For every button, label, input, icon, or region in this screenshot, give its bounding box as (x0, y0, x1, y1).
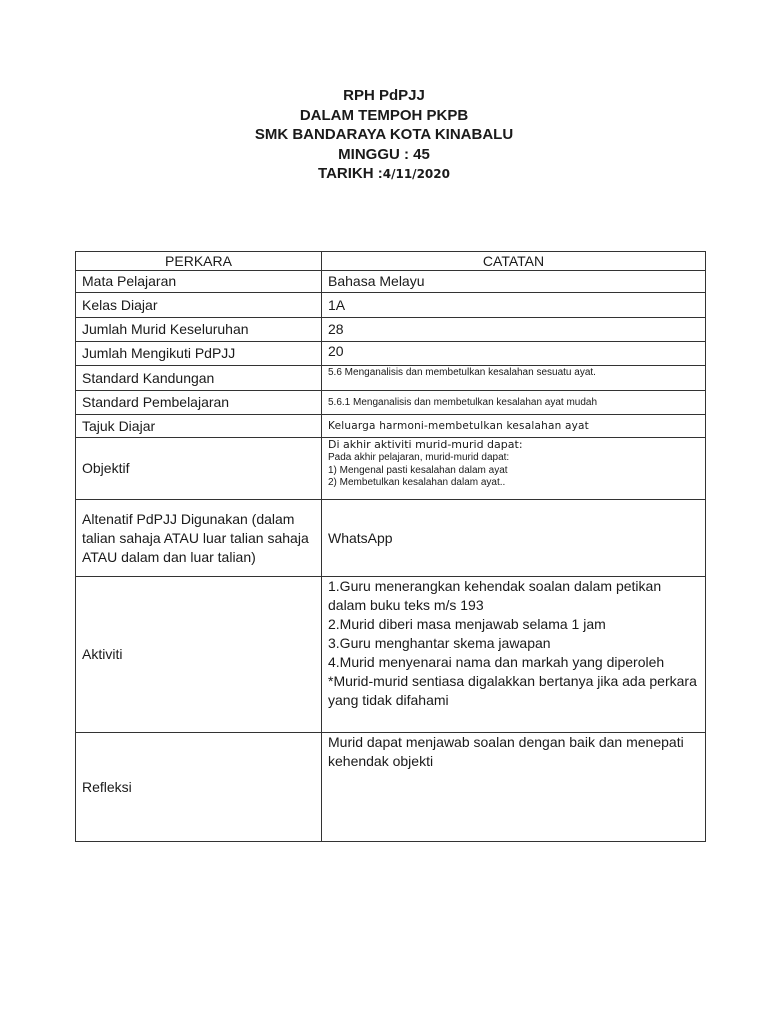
value-refleksi: Murid dapat menjawab soalan dengan baik dan menepati kehendak objekti (322, 733, 706, 842)
doc-subtitle: DALAM TEMPOH PKPB (299, 106, 469, 124)
row-jumlah-murid (76, 318, 706, 342)
aktiviti-line: 1.Guru menerangkan kehendak soalan dalam petikan dalam buku teks m/s 193 (328, 578, 662, 613)
label-mata-pelajaran: Mata Pelajaran (76, 271, 322, 293)
label-standard-kandungan: Standard Kandungan (76, 366, 322, 391)
header-catatan: CATATAN (322, 252, 706, 271)
header-perkara: PERKARA (76, 252, 322, 271)
aktiviti-line: 3.Guru menghantar skema jawapan (328, 635, 551, 651)
label-jumlah-murid: Jumlah Murid Keseluruhan (76, 318, 322, 342)
label-altenatif: Altenatif PdPJJ Digunakan (dalam talian sahaja ATAU luar talian sahaja ATAU dalam dan luar talian) (76, 500, 322, 577)
objektif-line: 2) Membetulkan kesalahan dalam ayat.. (328, 477, 506, 488)
value-objektif (322, 438, 706, 500)
lesson-plan-table (75, 251, 706, 842)
aktiviti-line: 2.Murid diberi masa menjawab selama 1 jam (328, 616, 606, 632)
row-objektif (76, 438, 706, 500)
document-header (0, 86, 768, 185)
date-line (0, 164, 768, 185)
value-standard-kandungan: 5.6 Menganalisis dan membetulkan kesalahan sesuatu ayat. (322, 366, 706, 391)
row-refleksi (76, 733, 706, 842)
label-refleksi: Refleksi (76, 733, 322, 842)
row-jumlah-mengikuti (76, 342, 706, 366)
label-jumlah-mengikuti: Jumlah Mengikuti PdPJJ (76, 342, 322, 366)
value-kelas-diajar: 1A (322, 293, 706, 318)
label-aktiviti: Aktiviti (76, 577, 322, 733)
value-mata-pelajaran: Bahasa Melayu (322, 271, 706, 293)
objektif-line: Di akhir aktiviti murid-murid dapat: (328, 438, 523, 451)
date-value: 4/11/2020 (382, 167, 450, 181)
row-kelas-diajar (76, 293, 706, 318)
week-label: MINGGU : 45 (338, 145, 430, 163)
label-objektif: Objektif (76, 438, 322, 500)
value-tajuk-diajar: Keluarga harmoni-membetulkan kesalahan ayat (322, 415, 706, 438)
row-standard-pembelajaran (76, 391, 706, 415)
row-mata-pelajaran (76, 271, 706, 293)
value-aktiviti (322, 577, 706, 733)
label-tajuk-diajar: Tajuk Diajar (76, 415, 322, 438)
row-aktiviti (76, 577, 706, 733)
value-jumlah-murid: 28 (322, 318, 706, 342)
label-standard-pembelajaran: Standard Pembelajaran (76, 391, 322, 415)
value-jumlah-mengikuti: 20 (322, 342, 706, 366)
objektif-line: 1) Mengenal pasti kesalahan dalam ayat (328, 464, 508, 476)
row-altenatif (76, 500, 706, 577)
date-label: TARIKH : (318, 165, 383, 182)
row-standard-kandungan (76, 366, 706, 391)
table-header-row (76, 252, 706, 271)
school-name: SMK BANDARAYA KOTA KINABALU (254, 126, 514, 143)
value-altenatif: WhatsApp (322, 500, 706, 577)
row-tajuk-diajar (76, 415, 706, 438)
doc-title: RPH PdPJJ (343, 87, 425, 104)
aktiviti-line: *Murid-murid sentiasa digalakkan bertanya jika ada perkara yang tidak difahami (328, 673, 697, 708)
label-kelas-diajar: Kelas Diajar (76, 293, 322, 318)
value-standard-pembelajaran: 5.6.1 Menganalisis dan membetulkan kesalahan ayat mudah (322, 391, 706, 415)
objektif-line: Pada akhir pelajaran, murid-murid dapat: (328, 452, 510, 463)
aktiviti-line: 4.Murid menyenarai nama dan markah yang diperoleh (328, 654, 665, 670)
